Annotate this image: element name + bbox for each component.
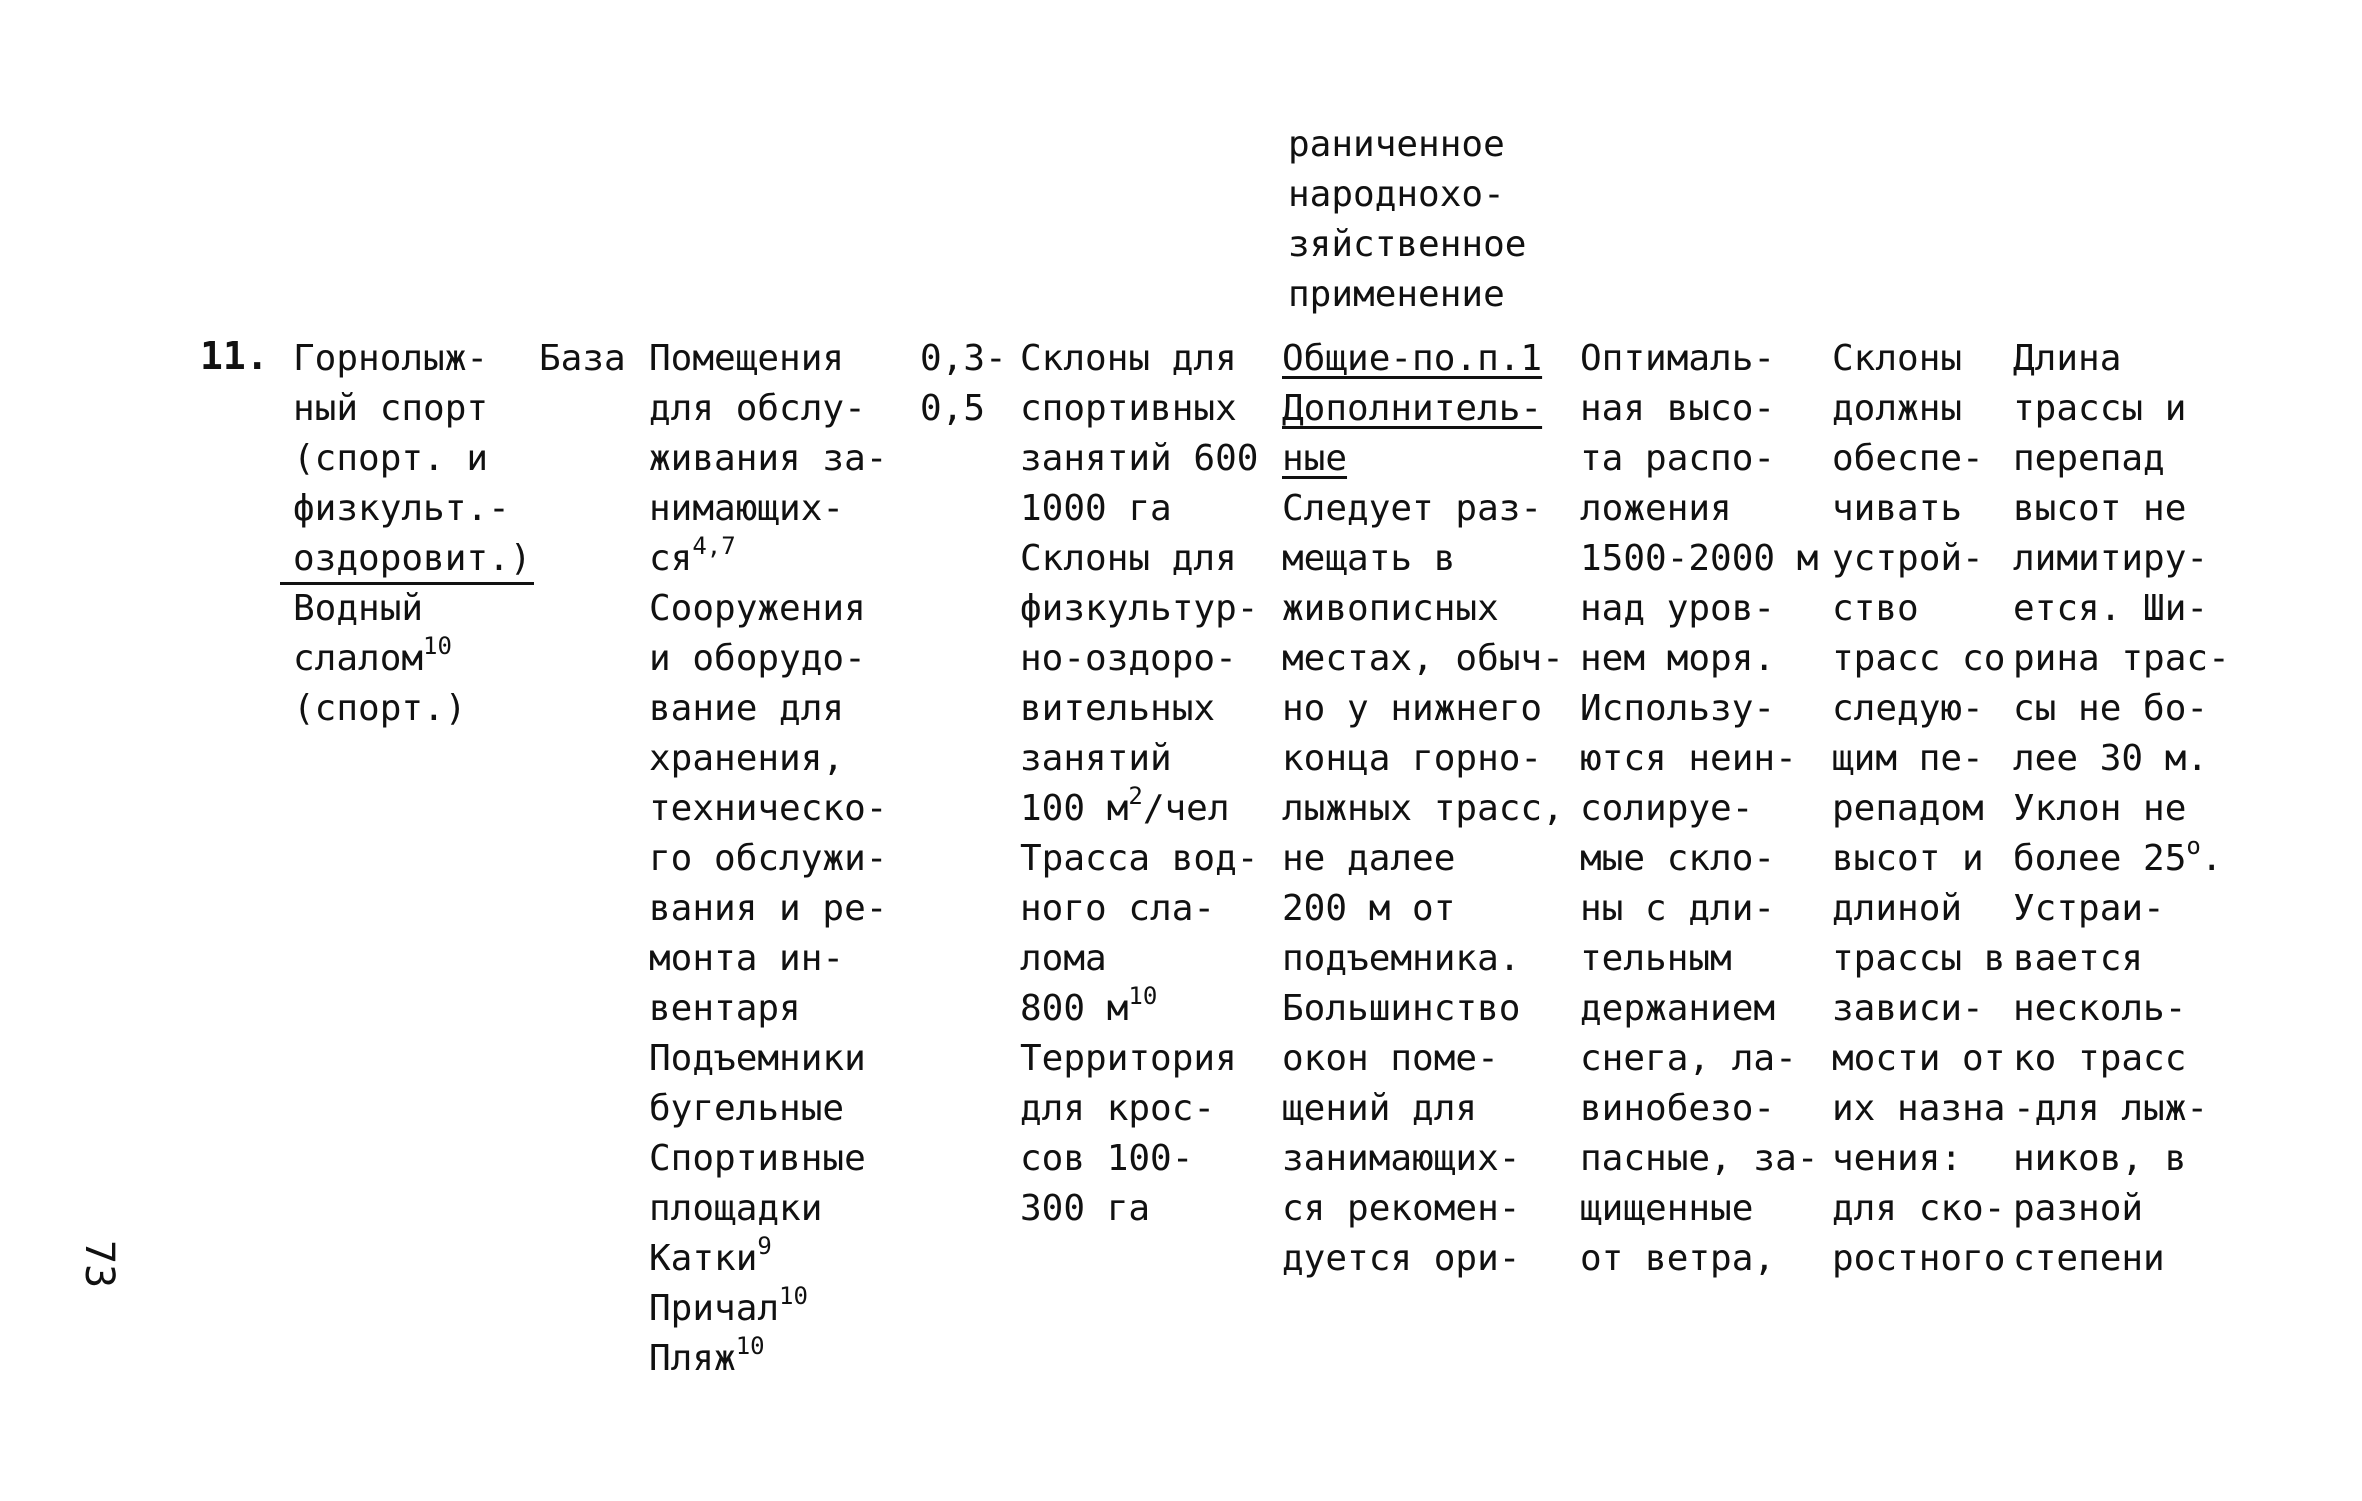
facilities-line xyxy=(649,984,887,1034)
requirements-text: живописных xyxy=(1282,588,1499,629)
requirements-line xyxy=(1282,1234,1564,1284)
length-line xyxy=(2013,634,2230,684)
type-line: База xyxy=(539,338,626,379)
activity-line xyxy=(293,634,531,684)
territory-line xyxy=(1020,884,1258,934)
length-text: ко трасс xyxy=(2013,1038,2187,1079)
facilities-line xyxy=(649,1234,887,1284)
facilities-text: Спортивные xyxy=(649,1138,866,1179)
territory-line xyxy=(1020,684,1258,734)
territory-line xyxy=(1020,1134,1258,1184)
location-line: солируе- xyxy=(1580,788,1754,829)
facilities-text: вентаря xyxy=(649,988,801,1029)
row-number: 11. xyxy=(200,334,269,378)
territory-line xyxy=(1020,584,1258,634)
length-text: перепад xyxy=(2013,438,2165,479)
location-line: ются неин- xyxy=(1580,738,1797,779)
requirements-line xyxy=(1282,984,1564,1034)
territory-text: ного сла- xyxy=(1020,888,1216,929)
territory-line xyxy=(1020,834,1258,884)
location-line: тельным xyxy=(1580,938,1732,979)
location-line: Использу- xyxy=(1580,688,1776,729)
slopes-line: их назна xyxy=(1832,1088,2006,1129)
location-line: пасные, за- xyxy=(1580,1138,1819,1179)
facilities-text: Пляж xyxy=(649,1338,736,1379)
requirements-text: конца горно- xyxy=(1282,738,1543,779)
length-suffix: . xyxy=(2200,838,2223,879)
footnote-ref: 10 xyxy=(423,632,452,660)
requirements-line xyxy=(1282,1084,1564,1134)
requirements-line xyxy=(1282,784,1564,834)
territory-text: 100 м xyxy=(1020,788,1129,829)
facilities-line xyxy=(649,684,887,734)
territory-suffix: /чел xyxy=(1142,788,1230,829)
facilities-line xyxy=(649,1334,887,1384)
activity-divider xyxy=(280,582,534,585)
territory-line xyxy=(1020,534,1258,584)
facilities-line xyxy=(649,934,887,984)
slopes-line: ство xyxy=(1832,588,1919,629)
requirements-text: подъемника. xyxy=(1282,938,1521,979)
location-column xyxy=(1580,334,1818,1284)
header-line: зяйственное xyxy=(1288,224,1527,265)
territory-text: Трасса вод- xyxy=(1020,838,1259,879)
requirements-line xyxy=(1282,684,1564,734)
activity-line: (спорт. и xyxy=(293,438,489,479)
requirements-text: местах, обыч- xyxy=(1282,638,1564,679)
length-line xyxy=(2013,684,2230,734)
requirements-line xyxy=(1282,884,1564,934)
requirements-text: щений для xyxy=(1282,1088,1478,1129)
header-line: народнохо- xyxy=(1288,174,1505,215)
length-text: лимитиру- xyxy=(2013,538,2209,579)
requirements-text: дуется ори- xyxy=(1282,1238,1521,1279)
ratio-column xyxy=(920,334,1007,434)
activity-text: слалом xyxy=(293,638,424,679)
territory-text: занятий 600 xyxy=(1020,438,1259,479)
slopes-line: Склоны xyxy=(1832,338,1963,379)
facilities-text: Подъемники xyxy=(649,1038,866,1079)
slopes-line: мости от xyxy=(1832,1038,2006,1079)
length-text: вается xyxy=(2013,938,2144,979)
length-text: ников, в xyxy=(2013,1138,2187,1179)
requirements-text: окон поме- xyxy=(1282,1038,1499,1079)
length-text: высот не xyxy=(2013,488,2187,529)
facilities-text: монта ин- xyxy=(649,938,845,979)
requirements-text: мещать в xyxy=(1282,538,1456,579)
facilities-line xyxy=(649,1284,887,1334)
territory-text: занятий xyxy=(1020,738,1172,779)
requirements-line xyxy=(1282,584,1564,634)
slopes-line: должны xyxy=(1832,388,1963,429)
territory-line xyxy=(1020,334,1258,384)
requirements-line xyxy=(1282,834,1564,884)
territory-text: Территория xyxy=(1020,1038,1237,1079)
requirements-text: ные xyxy=(1282,438,1348,479)
facilities-line xyxy=(649,784,887,834)
requirements-line xyxy=(1282,434,1564,484)
slopes-line: для ско- xyxy=(1832,1188,2006,1229)
facilities-text: Сооружения xyxy=(649,588,866,629)
territory-text: но-оздоро- xyxy=(1020,638,1237,679)
facilities-text: нимающих- xyxy=(649,488,845,529)
territory-text: для крос- xyxy=(1020,1088,1216,1129)
length-line xyxy=(2013,884,2230,934)
footnote-ref: 2 xyxy=(1128,782,1143,810)
requirements-text: не далее xyxy=(1282,838,1456,879)
requirements-text: ся рекомен- xyxy=(1282,1188,1521,1229)
slopes-line: высот и xyxy=(1832,838,1984,879)
length-text: трассы и xyxy=(2013,388,2187,429)
facilities-text: и оборудо- xyxy=(649,638,866,679)
territory-line xyxy=(1020,784,1258,834)
footnote-ref: 4,7 xyxy=(692,532,736,560)
territory-text: Склоны для xyxy=(1020,338,1237,379)
length-line xyxy=(2013,934,2230,984)
territory-line xyxy=(1020,384,1258,434)
location-line: снега, ла- xyxy=(1580,1038,1797,1079)
facilities-line xyxy=(649,834,887,884)
location-line: от ветра, xyxy=(1580,1238,1776,1279)
length-line xyxy=(2013,584,2230,634)
facilities-text: техническо- xyxy=(649,788,888,829)
length-text: ется. Ши- xyxy=(2013,588,2209,629)
territory-line xyxy=(1020,734,1258,784)
territory-line xyxy=(1020,634,1258,684)
activity-line: Горнолыж- xyxy=(293,338,489,379)
facilities-line xyxy=(649,334,887,384)
facilities-text: Помещения xyxy=(649,338,845,379)
territory-line xyxy=(1020,984,1258,1034)
facilities-line xyxy=(649,434,887,484)
facilities-line xyxy=(649,1084,887,1134)
activity-column xyxy=(293,334,531,734)
length-text: Устраи- xyxy=(2013,888,2165,929)
slopes-line: репадом xyxy=(1832,788,1984,829)
length-line xyxy=(2013,484,2230,534)
length-line xyxy=(2013,1184,2230,1234)
footnote-ref: 9 xyxy=(757,1232,772,1260)
requirements-line xyxy=(1282,1134,1564,1184)
slopes-line: обеспе- xyxy=(1832,438,1984,479)
facilities-column xyxy=(649,334,887,1384)
facilities-text: хранения, xyxy=(649,738,845,779)
facilities-line xyxy=(649,884,887,934)
length-text: лее 30 м. xyxy=(2013,738,2209,779)
type-column xyxy=(539,334,626,384)
length-line xyxy=(2013,384,2230,434)
footnote-ref: 10 xyxy=(735,1332,765,1360)
territory-line xyxy=(1020,1084,1258,1134)
activity-line: ный спорт xyxy=(293,388,489,429)
length-text: более 25 xyxy=(2013,838,2187,879)
requirements-line xyxy=(1282,384,1564,434)
requirements-line xyxy=(1282,334,1564,384)
header-line: раниченное xyxy=(1288,124,1505,165)
length-text: -для лыж- xyxy=(2013,1088,2209,1129)
requirements-line xyxy=(1282,1184,1564,1234)
facilities-text: вание для xyxy=(649,688,845,729)
location-line: винобезо- xyxy=(1580,1088,1776,1129)
territory-text: сов 100- xyxy=(1020,1138,1194,1179)
length-line xyxy=(2013,734,2230,784)
slopes-line: длиной xyxy=(1832,888,1963,929)
territory-line xyxy=(1020,434,1258,484)
slopes-line: трасс со xyxy=(1832,638,2006,679)
territory-column xyxy=(1020,334,1258,1234)
facilities-text: Катки xyxy=(649,1238,758,1279)
requirements-line xyxy=(1282,1034,1564,1084)
slopes-line: чения: xyxy=(1832,1138,1963,1179)
requirements-text: Дополнитель- xyxy=(1282,388,1543,429)
length-line xyxy=(2013,784,2230,834)
facilities-text: для обслу- xyxy=(649,388,866,429)
requirements-line xyxy=(1282,484,1564,534)
ratio-line: 0,5 xyxy=(920,388,986,429)
length-text: сы не бо- xyxy=(2013,688,2209,729)
territory-text: Склоны для xyxy=(1020,538,1237,579)
facilities-text: живания за- xyxy=(649,438,888,479)
requirements-text: лыжных трасс, xyxy=(1282,788,1564,829)
header-line: применение xyxy=(1288,274,1505,315)
facilities-text: площадки xyxy=(649,1188,823,1229)
slopes-column xyxy=(1832,334,2005,1284)
slopes-line: зависи- xyxy=(1832,988,1984,1029)
length-text: рина трас- xyxy=(2013,638,2230,679)
location-line: Оптималь- xyxy=(1580,338,1776,379)
location-line: ная высо- xyxy=(1580,388,1776,429)
facilities-line xyxy=(649,634,887,684)
page-number: 73 xyxy=(76,1240,122,1289)
slopes-line: щим пе- xyxy=(1832,738,1984,779)
location-line: мые скло- xyxy=(1580,838,1776,879)
requirements-text: Большинство xyxy=(1282,988,1521,1029)
slopes-line: ростного xyxy=(1832,1238,2006,1279)
facilities-line xyxy=(649,384,887,434)
territory-text: 1000 га xyxy=(1020,488,1172,529)
requirements-text: но у нижнего xyxy=(1282,688,1543,729)
footnote-ref: 10 xyxy=(779,1282,808,1310)
facilities-line xyxy=(649,734,887,784)
activity-line: (спорт.) xyxy=(293,688,467,729)
facilities-text: Причал xyxy=(649,1288,780,1329)
activity-line: оздоровит.) xyxy=(293,538,532,579)
length-text: несколь- xyxy=(2013,988,2187,1029)
length-line xyxy=(2013,434,2230,484)
territory-line xyxy=(1020,934,1258,984)
location-line: щищенные xyxy=(1580,1188,1754,1229)
facilities-text: вания и ре- xyxy=(649,888,888,929)
location-line: нем моря. xyxy=(1580,638,1776,679)
length-text: разной xyxy=(2013,1188,2144,1229)
requirements-line xyxy=(1282,934,1564,984)
footnote-ref: 10 xyxy=(1128,982,1158,1010)
slopes-line: трассы в xyxy=(1832,938,2006,979)
territory-line xyxy=(1020,1184,1258,1234)
slopes-line: устрой- xyxy=(1832,538,1984,579)
facilities-line xyxy=(649,1034,887,1084)
facilities-text: ся xyxy=(649,538,693,579)
length-text: Длина xyxy=(2013,338,2122,379)
requirements-line xyxy=(1282,534,1564,584)
requirements-text: 200 м от xyxy=(1282,888,1456,929)
location-line: ложения xyxy=(1580,488,1732,529)
requirements-text: Следует раз- xyxy=(1282,488,1543,529)
territory-line xyxy=(1020,1034,1258,1084)
facilities-line xyxy=(649,484,887,534)
header-fragment xyxy=(1288,120,1526,320)
location-line: 1500-2000 м xyxy=(1580,538,1819,579)
footnote-ref: о xyxy=(2186,832,2201,860)
ratio-line: 0,3- xyxy=(920,338,1007,379)
length-line xyxy=(2013,834,2230,884)
territory-text: 300 га xyxy=(1020,1188,1151,1229)
slopes-line: следую- xyxy=(1832,688,1984,729)
location-line: ны с дли- xyxy=(1580,888,1776,929)
territory-text: спортивных xyxy=(1020,388,1237,429)
facilities-text: бугельные xyxy=(649,1088,845,1129)
territory-line xyxy=(1020,484,1258,534)
requirements-text: занимающих- xyxy=(1282,1138,1521,1179)
length-line xyxy=(2013,1134,2230,1184)
facilities-line xyxy=(649,584,887,634)
length-text: Уклон не xyxy=(2013,788,2187,829)
activity-line: физкульт.- xyxy=(293,488,510,529)
requirements-line xyxy=(1282,634,1564,684)
facilities-line xyxy=(649,1184,887,1234)
requirements-text: Общие-по.п.1 xyxy=(1282,338,1543,379)
requirements-line xyxy=(1282,734,1564,784)
territory-text: лома xyxy=(1020,938,1107,979)
location-line: над уров- xyxy=(1580,588,1776,629)
territory-text: 800 м xyxy=(1020,988,1129,1029)
territory-text: физкультур- xyxy=(1020,588,1259,629)
length-line xyxy=(2013,1084,2230,1134)
length-line xyxy=(2013,1034,2230,1084)
length-line xyxy=(2013,984,2230,1034)
requirements-column xyxy=(1282,334,1564,1284)
facilities-line xyxy=(649,534,887,584)
length-column xyxy=(2013,334,2230,1284)
length-line xyxy=(2013,534,2230,584)
territory-text: вительных xyxy=(1020,688,1216,729)
facilities-text: го обслужи- xyxy=(649,838,888,879)
location-line: та распо- xyxy=(1580,438,1776,479)
location-line: держанием xyxy=(1580,988,1776,1029)
length-line xyxy=(2013,334,2230,384)
slopes-line: чивать xyxy=(1832,488,1963,529)
facilities-line xyxy=(649,1134,887,1184)
activity-line: Водный xyxy=(293,588,424,629)
length-text: степени xyxy=(2013,1238,2165,1279)
length-line xyxy=(2013,1234,2230,1284)
